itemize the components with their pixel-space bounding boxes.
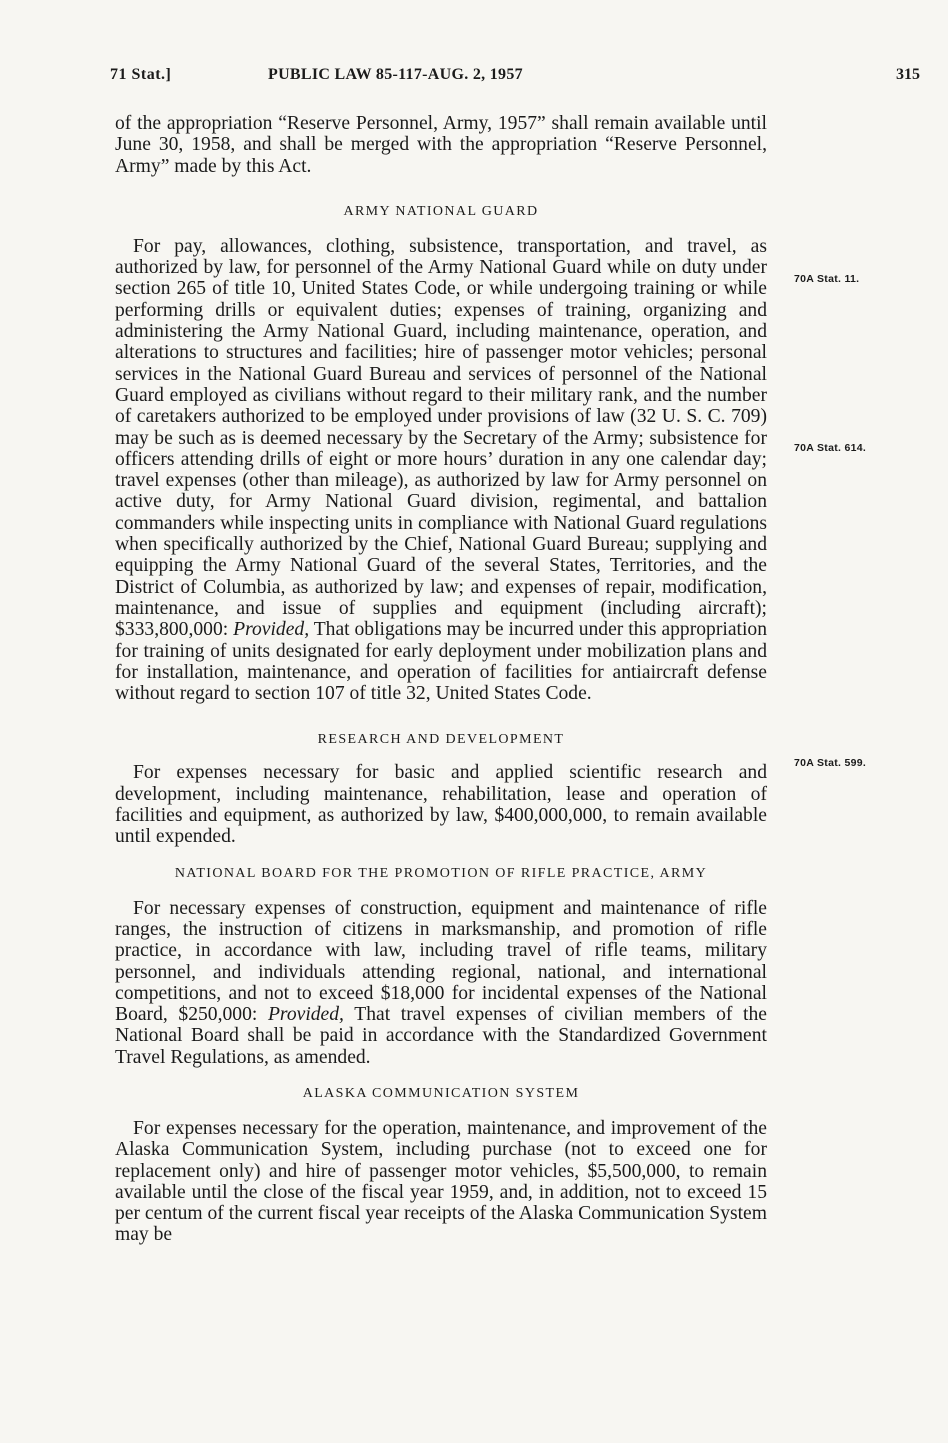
intro-paragraph: of the appropriation “Reserve Personnel, Army, 1957” shall remain available until June 30, 1958, and shall be merged with the appropriation “Reserve Personnel, Army” made by this Act. [115,113,767,177]
main-text-column [115,113,767,1246]
heading-research-and-development: RESEARCH AND DEVELOPMENT [317,732,565,748]
rifle-practice-text: For necessary expenses of construction, equipment and maintenance of rifle ranges, the instruction of citizens in marksmanship, and promotion of rifle practice, in accordance with law, including travel of rifle teams, military personnel, and individuals attending regional, national, and international competitions, and not to exceed $18,000 for incidental expenses of the National Board, $250,000: [115,897,767,1026]
rifle-practice-paragraph [115,898,767,1068]
proviso-label: Provided, [267,1004,344,1026]
proviso-label: Provided, [233,619,310,641]
page-number: 315 [896,66,920,83]
margin-note: 70A Stat. 614. [794,442,867,454]
volume-reference: 71 Stat.] [110,66,172,83]
header-title: PUBLIC LAW 85-117-AUG. 2, 1957 [268,66,523,83]
heading-army-national-guard: ARMY NATIONAL GUARD [343,203,539,219]
army-guard-text: For pay, allowances, clothing, subsistence, transportation, and travel, as authorized by law, for personnel of the Army National Guard while on duty under section 265 of title 10, United States Code, or while undergoing training or while performing drills or equivalent duties; expenses of training, organizing and administering the Army National Guard, including maintenance, operation, and alterations to structures and facilities; hire of passenger motor vehicles; personal services in the National Guard Bureau and services of personnel of the National Guard employed as civilians without regard to their military rank, and the number of caretakers authorized to be employed under provisions of law (32 U. S. C. 709) may be such as is deemed necessary by the Secretary of the Army; subsistence for officers attending drills of eight or more hours’ duration in any one calendar day; travel expenses (other than mileage), as authorized by law for Army personnel on active duty, for Army National Guard division, regimental, and battalion commanders while inspecting units in compliance with National Guard regulations when specifically authorized by the Chief, National Guard Bureau; supplying and equipping the Army National Guard of the several States, Territories, and the District of Columbia, as authorized by law; and expenses of repair, modification, maintenance, and issue of supplies and equipment (including aircraft); $333,800,000: [115,235,767,641]
rifle-practice-proviso-text: That travel expenses of civilian members of the National Board shall be paid in accordance with the Standardized Government Travel Regulations, as amended. [115,1004,767,1068]
alaska-communication-paragraph: For expenses necessary for the operation, maintenance, and improvement of the Alaska Communication System, including purchase (not to exceed one for replacement only) and hire of passenger motor vehicles, $5,500,000, to remain available until the close of the fiscal year 1959, and, in addition, not to exceed 15 per centum of the current fiscal year receipts of the Alaska Communication System may be [115,1117,767,1246]
margin-note: 70A Stat. 11. [794,273,860,285]
heading-rifle-practice: NATIONAL BOARD FOR THE PROMOTION OF RIFLE PRACTICE, ARMY [174,865,708,881]
heading-alaska-communication: ALASKA COMMUNICATION SYSTEM [302,1085,580,1101]
margin-note: 70A Stat. 599. [794,757,867,769]
army-guard-proviso-text: That obligations may be incurred under this appropriation for training of units designated for early deployment under mobilization plans and for installation, maintenance, and operation of facilities for antiaircraft defense without regard to section 107 of title 32, United States Code. [115,619,767,705]
army-national-guard-paragraph [115,236,767,705]
research-paragraph: For expenses necessary for basic and applied scientific research and development, including maintenance, rehabilitation, lease and operation of facilities and equipment, as authorized by law, $400,000,000, to remain available until expended. [115,762,767,848]
page-header [110,66,920,90]
